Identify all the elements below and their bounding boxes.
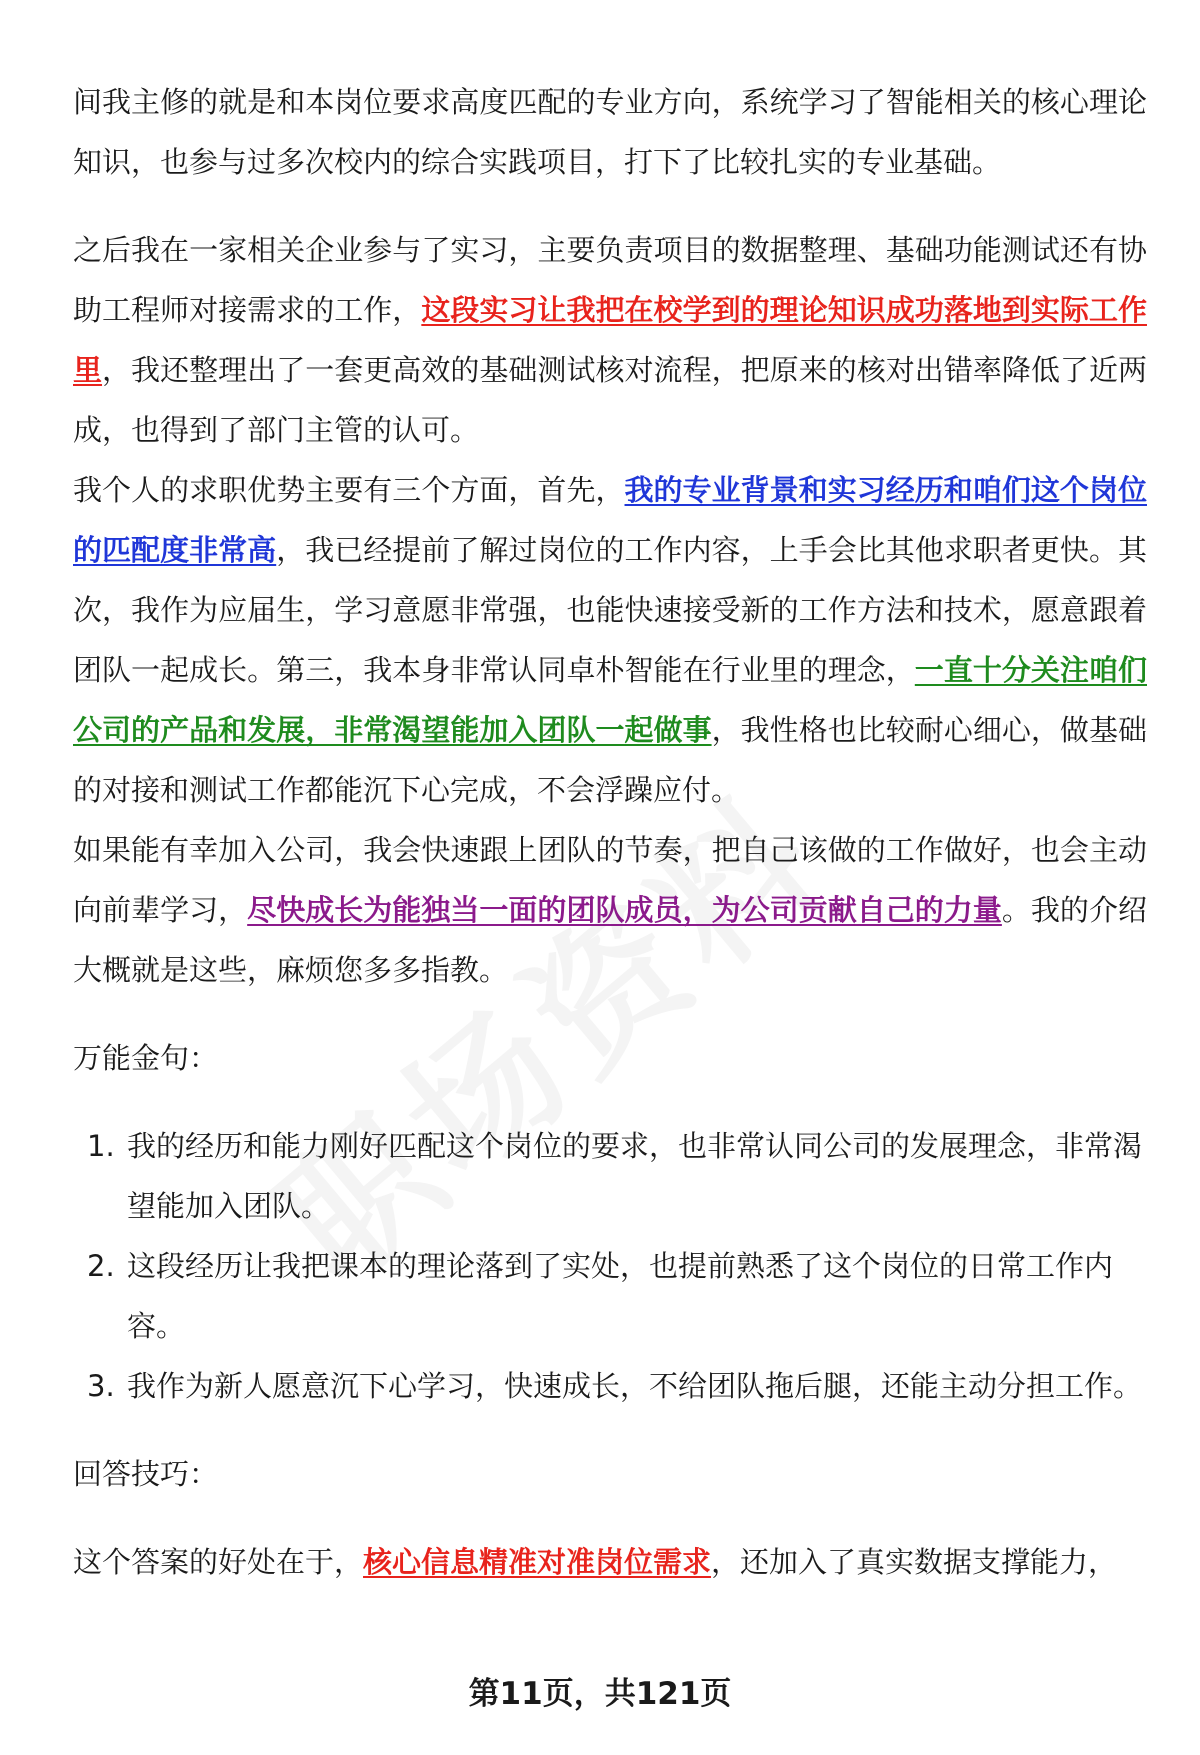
text-segment: 间我主修的就是和本岗位要求高度匹配的专业方向，系统学习了智能相关的核心理论知识，也参与过多次校内的综合实践项目，打下了比较扎实的专业基础。 xyxy=(73,85,1147,179)
highlight-purple: 尽快成长为能独当一面的团队成员，为公司贡献自己的力量 xyxy=(247,893,1002,927)
paragraph-advantages xyxy=(73,460,1147,820)
text-segment: ，我性格也比较耐心细心，做基础的对接和测试工作都能沉下心完成，不会浮躁应付。 xyxy=(73,713,1147,807)
paragraph-internship xyxy=(73,220,1147,460)
list-number: 1. xyxy=(87,1129,115,1163)
golden-list xyxy=(73,1116,1147,1416)
list-text: 这段经历让我把课本的理论落到了实处，也提前熟悉了这个岗位的日常工作内容。 xyxy=(127,1249,1114,1343)
tips-heading: 回答技巧： xyxy=(73,1457,219,1491)
list-text: 我作为新人愿意沉下心学习，快速成长，不给团队拖后腿，还能主动分担工作。 xyxy=(127,1369,1143,1403)
paragraph-education xyxy=(73,72,1147,192)
page-footer: 第11页，共121页 xyxy=(468,1676,732,1712)
paragraph-closing xyxy=(73,820,1147,1000)
paragraph-tips xyxy=(73,1532,1147,1592)
highlight-green: 一直十分关注咱们公司的产品和发展，非常渴望能加入团队一起做事 xyxy=(73,653,1147,747)
text-segment: 如果能有幸加入公司，我会快速跟上团队的节奏，把自己该做的工作做好，也会主动向前辈学习， xyxy=(73,833,1147,927)
golden-heading: 万能金句： xyxy=(73,1041,219,1075)
content-area xyxy=(73,72,1147,1592)
list-number: 3. xyxy=(87,1369,115,1403)
text-segment: 。我的介绍大概就是这些，麻烦您多多指教。 xyxy=(73,893,1147,987)
list-item xyxy=(73,1356,1147,1416)
text-segment: 我个人的求职优势主要有三个方面，首先， xyxy=(73,473,625,507)
list-number: 2. xyxy=(87,1249,115,1283)
highlight-red: 核心信息精准对准岗位需求 xyxy=(363,1545,712,1579)
list-item xyxy=(73,1116,1147,1236)
text-segment: 之后我在一家相关企业参与了实习，主要负责项目的数据整理、基础功能测试还有协助工程师对接需求的工作， xyxy=(73,233,1147,327)
list-text: 我的经历和能力刚好匹配这个岗位的要求，也非常认同公司的发展理念，非常渴望能加入团队。 xyxy=(127,1129,1143,1223)
text-segment: ，我还整理出了一套更高效的基础测试核对流程，把原来的核对出错率降低了近两成，也得到了部门主管的认可。 xyxy=(73,353,1147,447)
text-segment: ，还加入了真实数据支撑能力， xyxy=(711,1545,1118,1579)
text-segment: ，我已经提前了解过岗位的工作内容，上手会比其他求职者更快。其次，我作为应届生，学习意愿非常强，也能快速接受新的工作方法和技术，愿意跟着团队一起成长。第三，我本身非常认同卓朴智能在行业里的理念， xyxy=(73,533,1147,687)
list-item xyxy=(73,1236,1147,1356)
highlight-red: 这段实习让我把在校学到的理论知识成功落地到实际工作里 xyxy=(73,293,1147,387)
highlight-blue: 我的专业背景和实习经历和咱们这个岗位的匹配度非常高 xyxy=(73,473,1147,567)
text-segment: 这个答案的好处在于， xyxy=(73,1545,364,1579)
